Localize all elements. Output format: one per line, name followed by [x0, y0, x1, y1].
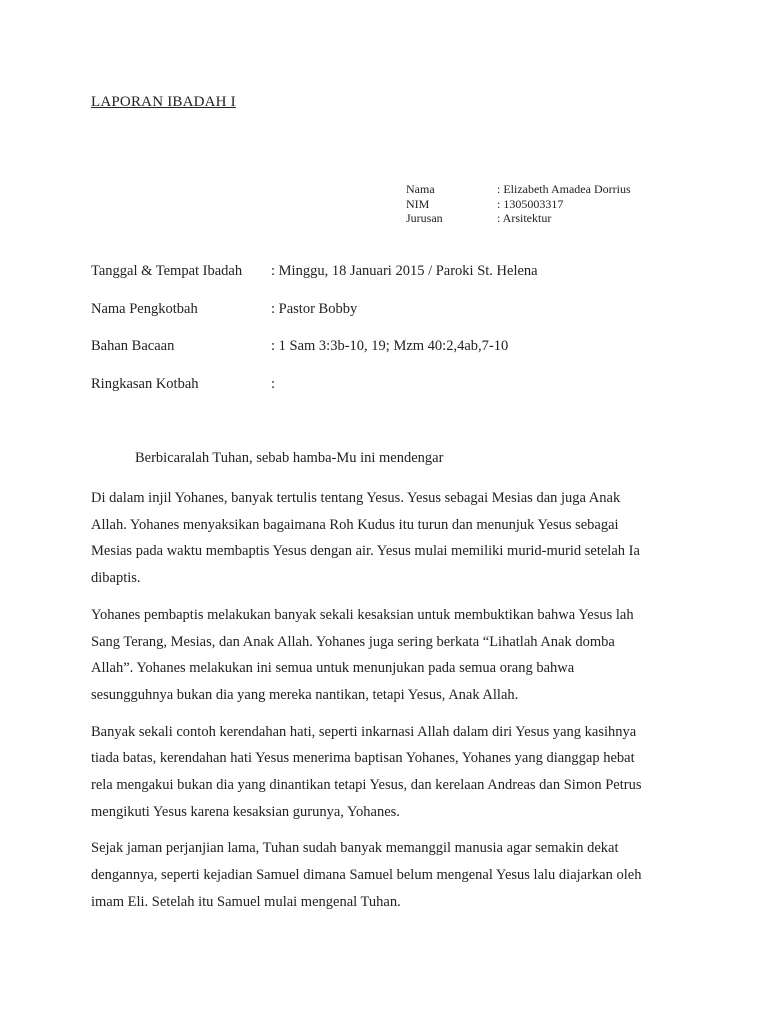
- paragraph-line: mengikuti Yesus karena kesaksian gurunya, Yohanes.: [91, 803, 400, 820]
- bacaan-value: : 1 Sam 3:3b-10, 19; Mzm 40:2,4ab,7-10: [271, 338, 509, 354]
- paragraph-2: [91, 602, 671, 709]
- document-title: LAPORAN IBADAH I: [91, 94, 236, 110]
- meta-row-pengkotbah: [91, 301, 538, 339]
- paragraph-3: [91, 719, 671, 826]
- paragraph-line: Allah”. Yohanes melakukan ini semua untuk menunjukan pada semua orang bahwa: [91, 660, 575, 677]
- student-nim-value: : 1305003317: [497, 196, 564, 211]
- tanggal-label: Tanggal & Tempat Ibadah: [91, 263, 243, 279]
- paragraph-line: Banyak sekali contoh kerendahan hati, seperti inkarnasi Allah dalam diri Yesus yang kasihnya: [91, 723, 637, 740]
- paragraph-line: sesungguhnya bukan dia yang mereka nantikan, tetapi Yesus, Anak Allah.: [91, 686, 519, 703]
- paragraph-line: Di dalam injil Yohanes, banyak tertulis tentang Yesus. Yesus sebagai Mesias dan juga Anak: [91, 490, 621, 506]
- student-name-row: [406, 182, 631, 197]
- student-name-label: Nama: [406, 182, 435, 196]
- tanggal-value: : Minggu, 18 Januari 2015 / Paroki St. Helena: [271, 263, 538, 279]
- meta-row-ringkasan: [91, 376, 538, 414]
- sermon-theme-verse: Berbicaralah Tuhan, sebab hamba-Mu ini mendengar: [135, 450, 444, 466]
- student-nim-row: [406, 197, 631, 212]
- student-jurusan-value: : Arsitektur: [497, 211, 552, 225]
- student-name-value: : Elizabeth Amadea Dorrius: [497, 182, 631, 196]
- student-jurusan-label: Jurusan: [406, 211, 443, 225]
- paragraph-line: rela mengakui bukan dia yang dinantikan tetapi Yesus, dan kerelaan Andreas dan Simon Petrus: [91, 777, 642, 794]
- pengkotbah-label: Nama Pengkotbah: [91, 300, 198, 317]
- paragraph-line: imam Eli. Setelah itu Samuel mulai mengenal Tuhan.: [91, 893, 401, 910]
- student-jurusan-row: [406, 211, 631, 226]
- student-info-block: [406, 182, 631, 226]
- ringkasan-value: :: [271, 375, 276, 392]
- bacaan-label: Bahan Bacaan: [91, 338, 175, 354]
- paragraph-line: Yohanes pembaptis melakukan banyak sekali kesaksian untuk membuktikan bahwa Yesus lah: [91, 606, 634, 623]
- service-meta-block: [91, 263, 538, 413]
- paragraph-line: dengannya, seperti kejadian Samuel dimana Samuel belum mengenal Yesus lalu diajarkan oleh: [91, 867, 642, 884]
- paragraph-line: Mesias pada waktu membaptis Yesus dengan air. Yesus mulai memiliki murid-murid setelah Ia: [91, 543, 640, 560]
- paragraph-line: tiada batas, kerendahan hati Yesus menerima baptisan Yohanes, Yohanes yang dianggap hebat: [91, 750, 635, 767]
- meta-row-bacaan: [91, 338, 538, 376]
- paragraph-1: [91, 485, 671, 592]
- paragraph-line: Sang Terang, Mesias, dan Anak Allah. Yohanes juga sering berkata “Lihatlah Anak domba: [91, 633, 615, 650]
- paragraph-line: Sejak jaman perjanjian lama, Tuhan sudah banyak memanggil manusia agar semakin dekat: [91, 840, 619, 857]
- paragraph-line: dibaptis.: [91, 570, 141, 587]
- sermon-summary-body: [91, 485, 671, 926]
- paragraph-4: [91, 835, 671, 915]
- meta-row-tanggal: [91, 263, 538, 301]
- ringkasan-label: Ringkasan Kotbah: [91, 375, 199, 392]
- student-nim-label: NIM: [406, 196, 430, 211]
- paragraph-line: Allah. Yohanes menyaksikan bagaimana Roh Kudus itu turun dan menunjuk Yesus sebagai: [91, 516, 619, 533]
- pengkotbah-value: : Pastor Bobby: [271, 300, 358, 317]
